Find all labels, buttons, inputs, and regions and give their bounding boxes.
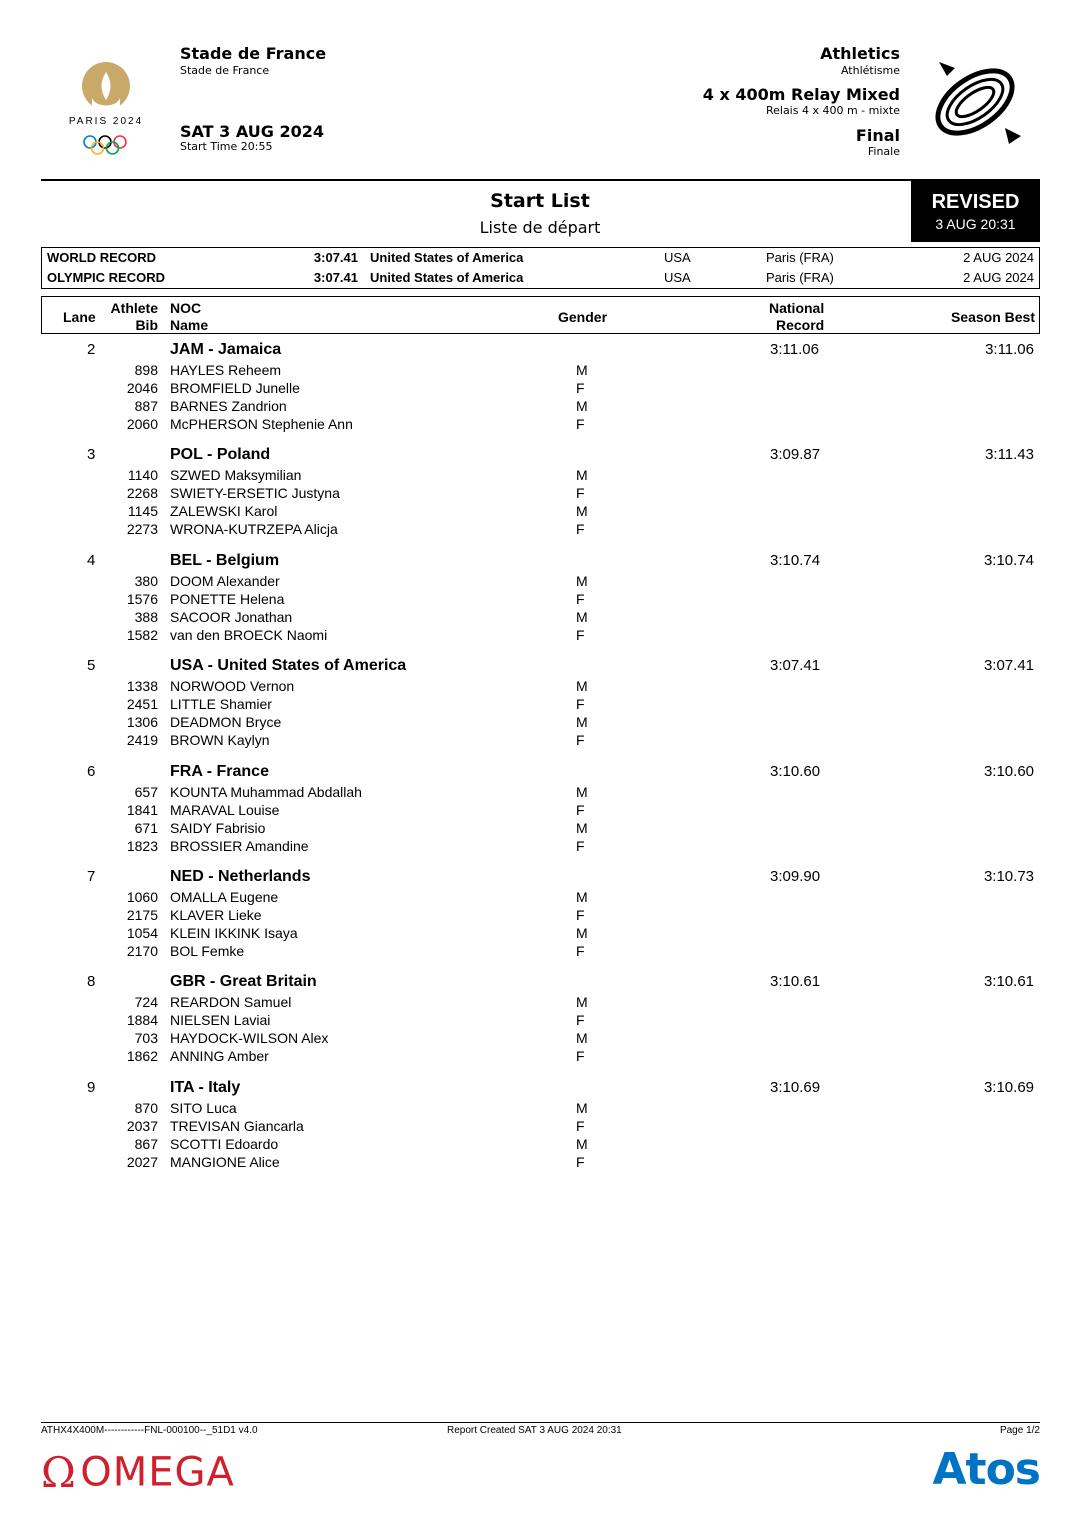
athlete-bib: 1338 — [126, 678, 158, 694]
athlete-row — [0, 820, 1080, 838]
athlete-bib: 2175 — [126, 907, 158, 923]
logo-text: PARIS 2024 — [68, 116, 144, 127]
national-record: 3:10.60 — [770, 763, 821, 780]
team-row — [0, 657, 1080, 677]
athlete-row — [0, 838, 1080, 856]
lane-number: 9 — [87, 1079, 96, 1096]
record-row-olympic — [42, 268, 1039, 288]
athlete-row — [0, 696, 1080, 714]
athlete-name: BROMFIELD Junelle — [170, 380, 300, 396]
athlete-name: BROWN Kaylyn — [170, 732, 270, 748]
athlete-bib: 703 — [134, 1030, 158, 1046]
page-subtitle: Liste de départ — [479, 218, 601, 237]
athlete-name: BROSSIER Amandine — [170, 838, 309, 854]
team-row — [0, 763, 1080, 783]
athlete-gender: F — [576, 485, 585, 501]
athlete-gender: M — [576, 467, 588, 483]
athlete-gender: F — [576, 521, 585, 537]
season-best: 3:10.74 — [983, 552, 1034, 569]
team-name: NED - Netherlands — [170, 868, 311, 885]
athlete-row — [0, 485, 1080, 503]
national-record: 3:11.06 — [770, 341, 819, 358]
page-title: Start List — [490, 190, 590, 212]
revised-badge — [911, 181, 1040, 242]
athlete-bib: 1306 — [126, 714, 158, 730]
team-name: FRA - France — [170, 763, 269, 780]
athlete-name: SAIDY Fabrisio — [170, 820, 266, 836]
column-header — [41, 296, 1040, 334]
athlete-name: TREVISAN Giancarla — [170, 1118, 304, 1134]
report-code: ATHX4X400M------------FNL-000100--_51D1 v4.0 — [41, 1425, 258, 1436]
athlete-name: SACOOR Jonathan — [170, 609, 293, 625]
athlete-gender: M — [576, 820, 588, 836]
venue-title: Stade de France — [180, 44, 327, 63]
athlete-bib: 2037 — [126, 1118, 158, 1134]
athlete-name: BOL Femke — [170, 943, 245, 959]
athlete-row — [0, 362, 1080, 380]
athlete-row — [0, 784, 1080, 802]
athlete-bib: 870 — [134, 1100, 158, 1116]
athlete-gender: F — [576, 696, 585, 712]
athlete-gender: F — [576, 380, 585, 396]
athlete-bib: 2273 — [126, 521, 158, 537]
record-noc: USA — [664, 270, 691, 285]
team-name: BEL - Belgium — [170, 552, 280, 569]
athlete-row — [0, 943, 1080, 961]
athlete-name: ZALEWSKI Karol — [170, 503, 278, 519]
national-record: 3:10.61 — [770, 973, 821, 990]
omega-logo — [41, 1448, 235, 1497]
phase-subtitle: Finale — [867, 145, 900, 158]
athlete-gender: M — [576, 994, 588, 1010]
athlete-gender: M — [576, 398, 588, 414]
paris-2024-logo — [60, 58, 152, 158]
athlete-row — [0, 732, 1080, 750]
athlete-gender: F — [576, 732, 585, 748]
athlete-gender: M — [576, 714, 588, 730]
athlete-row — [0, 398, 1080, 416]
athlete-bib: 1054 — [126, 925, 158, 941]
athlete-row — [0, 1012, 1080, 1030]
athlete-gender: M — [576, 609, 588, 625]
col-season-best: Season Best — [950, 309, 1035, 325]
col-athlete: Athlete — [110, 300, 158, 316]
athlete-bib: 2170 — [126, 943, 158, 959]
season-best: 3:10.69 — [983, 1079, 1034, 1096]
athlete-row — [0, 1154, 1080, 1172]
season-best: 3:07.41 — [983, 657, 1034, 674]
athlete-gender: M — [576, 1030, 588, 1046]
team-row — [0, 341, 1080, 361]
phase-title: Final — [855, 126, 900, 145]
col-gender: Gender — [558, 309, 608, 325]
athlete-gender: M — [576, 925, 588, 941]
revised-date: 3 AUG 20:31 — [935, 216, 1016, 232]
athlete-gender: M — [576, 362, 588, 378]
team-name: GBR - Great Britain — [170, 973, 317, 990]
athlete-bib: 2046 — [126, 380, 158, 396]
record-place: Paris (FRA) — [766, 270, 834, 285]
lane-number: 3 — [87, 446, 96, 463]
footer-rule — [41, 1422, 1040, 1423]
athlete-bib: 898 — [134, 362, 158, 378]
record-place: Paris (FRA) — [766, 250, 834, 265]
season-best: 3:10.60 — [983, 763, 1034, 780]
athlete-gender: F — [576, 1154, 585, 1170]
athlete-row — [0, 802, 1080, 820]
season-best: 3:11.06 — [985, 341, 1034, 358]
athlete-row — [0, 627, 1080, 645]
athlete-gender: M — [576, 1136, 588, 1152]
athlete-row — [0, 573, 1080, 591]
record-label: WORLD RECORD — [47, 250, 157, 265]
athlete-gender: F — [576, 1048, 585, 1064]
record-label: OLYMPIC RECORD — [47, 270, 165, 285]
athlete-bib: 1060 — [126, 889, 158, 905]
athlete-row — [0, 925, 1080, 943]
athlete-row — [0, 1048, 1080, 1066]
athlete-gender: F — [576, 627, 585, 643]
athlete-bib: 1576 — [126, 591, 158, 607]
athlete-gender: M — [576, 889, 588, 905]
national-record: 3:09.90 — [770, 868, 821, 885]
col-bib: Bib — [135, 317, 158, 333]
lane-number: 5 — [87, 657, 96, 674]
record-date: 2 AUG 2024 — [963, 270, 1034, 285]
athlete-row — [0, 889, 1080, 907]
athlete-bib: 388 — [134, 609, 158, 625]
page-number: Page 1/2 — [999, 1425, 1040, 1436]
national-record: 3:09.87 — [770, 446, 821, 463]
athlete-name: MARAVAL Louise — [170, 802, 280, 818]
athlete-gender: F — [576, 1012, 585, 1028]
athlete-bib: 1582 — [126, 627, 158, 643]
athlete-row — [0, 1118, 1080, 1136]
omega-symbol-icon: Ω — [41, 1448, 76, 1497]
athlete-name: REARDON Samuel — [170, 994, 292, 1010]
athlete-bib: 867 — [134, 1136, 158, 1152]
season-best: 3:10.61 — [983, 973, 1034, 990]
revised-label: REVISED — [931, 191, 1020, 213]
record-team: United States of America — [370, 270, 524, 285]
athlete-name: van den BROECK Naomi — [170, 627, 328, 643]
athlete-name: OMALLA Eugene — [170, 889, 279, 905]
record-team: United States of America — [370, 250, 524, 265]
team-name: JAM - Jamaica — [170, 341, 282, 358]
athlete-gender: F — [576, 591, 585, 607]
record-row-world — [42, 248, 1039, 268]
athlete-bib: 1862 — [126, 1048, 158, 1064]
discipline-title: Athletics — [820, 44, 900, 63]
athlete-bib: 657 — [134, 784, 158, 800]
athlete-name: NORWOOD Vernon — [170, 678, 295, 694]
lane-number: 8 — [87, 973, 96, 990]
paris-2024-emblem — [60, 58, 152, 158]
athlete-name: SITO Luca — [170, 1100, 237, 1116]
report-created: Report Created SAT 3 AUG 2024 20:31 — [447, 1425, 622, 1436]
record-noc: USA — [664, 250, 691, 265]
lane-number: 6 — [87, 763, 96, 780]
athlete-bib: 2419 — [126, 732, 158, 748]
athlete-bib: 2060 — [126, 416, 158, 432]
athlete-name: MANGIONE Alice — [170, 1154, 280, 1170]
athlete-row — [0, 994, 1080, 1012]
athlete-gender: F — [576, 943, 585, 959]
athlete-gender: F — [576, 802, 585, 818]
athlete-row — [0, 521, 1080, 539]
season-best: 3:11.43 — [985, 446, 1034, 463]
athlete-gender: M — [576, 503, 588, 519]
athlete-name: KLAVER Lieke — [170, 907, 262, 923]
event-title: 4 x 400m Relay Mixed — [702, 85, 900, 104]
athlete-name: DEADMON Bryce — [170, 714, 282, 730]
athlete-row — [0, 503, 1080, 521]
athlete-row — [0, 678, 1080, 696]
athlete-gender: M — [576, 573, 588, 589]
athlete-row — [0, 1100, 1080, 1118]
athlete-row — [0, 416, 1080, 434]
athlete-bib: 1145 — [127, 503, 158, 519]
athlete-gender: F — [576, 416, 585, 432]
athlete-row — [0, 591, 1080, 609]
team-row — [0, 973, 1080, 993]
header-rule — [41, 179, 1040, 181]
lane-number: 7 — [87, 868, 96, 885]
athlete-bib: 2027 — [126, 1154, 158, 1170]
event-date: SAT 3 AUG 2024 — [180, 122, 324, 141]
athlete-bib: 887 — [134, 398, 158, 414]
athlete-name: PONETTE Helena — [170, 591, 285, 607]
lane-number: 2 — [87, 341, 96, 358]
athlete-row — [0, 467, 1080, 485]
national-record: 3:10.74 — [770, 552, 821, 569]
records-box — [41, 247, 1040, 289]
event-subtitle: Relais 4 x 400 m - mixte — [765, 104, 900, 117]
athlete-gender: F — [576, 1118, 585, 1134]
athlete-gender: M — [576, 784, 588, 800]
col-national: National — [769, 300, 825, 316]
athlete-row — [0, 714, 1080, 732]
athlete-name: ANNING Amber — [170, 1048, 269, 1064]
col-name: Name — [170, 317, 209, 333]
season-best: 3:10.73 — [983, 868, 1034, 885]
athlete-bib: 671 — [134, 820, 158, 836]
athlete-row — [0, 1030, 1080, 1048]
athlete-bib: 1841 — [126, 802, 158, 818]
omega-wordmark: OMEGA — [80, 1449, 235, 1496]
athlete-name: WRONA-KUTRZEPA Alicja — [170, 521, 338, 537]
athlete-bib: 2451 — [126, 696, 158, 712]
lane-number: 4 — [87, 552, 96, 569]
athlete-bib: 2268 — [126, 485, 158, 501]
athlete-name: KLEIN IKKINK Isaya — [170, 925, 298, 941]
athlete-name: SCOTTI Edoardo — [170, 1136, 279, 1152]
col-record: Record — [776, 317, 825, 333]
venue-subtitle: Stade de France — [180, 64, 270, 77]
athlete-name: SWIETY-ERSETIC Justyna — [170, 485, 340, 501]
athlete-gender: M — [576, 678, 588, 694]
national-record: 3:10.69 — [770, 1079, 821, 1096]
athlete-name: HAYLES Reheem — [170, 362, 282, 378]
athlete-gender: F — [576, 907, 585, 923]
athlete-name: KOUNTA Muhammad Abdallah — [170, 784, 362, 800]
national-record: 3:07.41 — [770, 657, 821, 674]
athletics-pictogram-icon — [925, 58, 1025, 146]
athlete-name: SZWED Maksymilian — [170, 467, 302, 483]
athlete-gender: F — [576, 838, 585, 854]
team-name: USA - United States of America — [170, 657, 407, 674]
athlete-bib: 724 — [134, 994, 158, 1010]
athlete-gender: M — [576, 1100, 588, 1116]
athlete-name: DOOM Alexander — [170, 573, 280, 589]
atos-logo: Atos — [932, 1444, 1040, 1495]
athlete-bib: 380 — [134, 573, 158, 589]
col-noc: NOC — [170, 300, 202, 316]
record-time: 3:07.41 — [313, 270, 358, 285]
col-lane: Lane — [63, 309, 96, 325]
athlete-bib: 1884 — [126, 1012, 158, 1028]
discipline-subtitle: Athlétisme — [840, 64, 900, 77]
team-name: POL - Poland — [170, 446, 271, 463]
athlete-name: LITTLE Shamier — [170, 696, 272, 712]
team-row — [0, 446, 1080, 466]
team-row — [0, 1079, 1080, 1099]
start-time: Start Time 20:55 — [180, 140, 273, 153]
team-row — [0, 552, 1080, 572]
team-row — [0, 868, 1080, 888]
athlete-row — [0, 1136, 1080, 1154]
record-date: 2 AUG 2024 — [963, 250, 1034, 265]
athlete-row — [0, 609, 1080, 627]
athlete-row — [0, 907, 1080, 925]
athlete-row — [0, 380, 1080, 398]
athlete-name: McPHERSON Stephenie Ann — [170, 416, 353, 432]
athlete-name: BARNES Zandrion — [170, 398, 287, 414]
team-name: ITA - Italy — [170, 1079, 241, 1096]
athlete-name: HAYDOCK-WILSON Alex — [170, 1030, 329, 1046]
athlete-bib: 1140 — [127, 467, 158, 483]
athlete-bib: 1823 — [126, 838, 158, 854]
record-time: 3:07.41 — [313, 250, 358, 265]
athlete-name: NIELSEN Laviai — [170, 1012, 271, 1028]
